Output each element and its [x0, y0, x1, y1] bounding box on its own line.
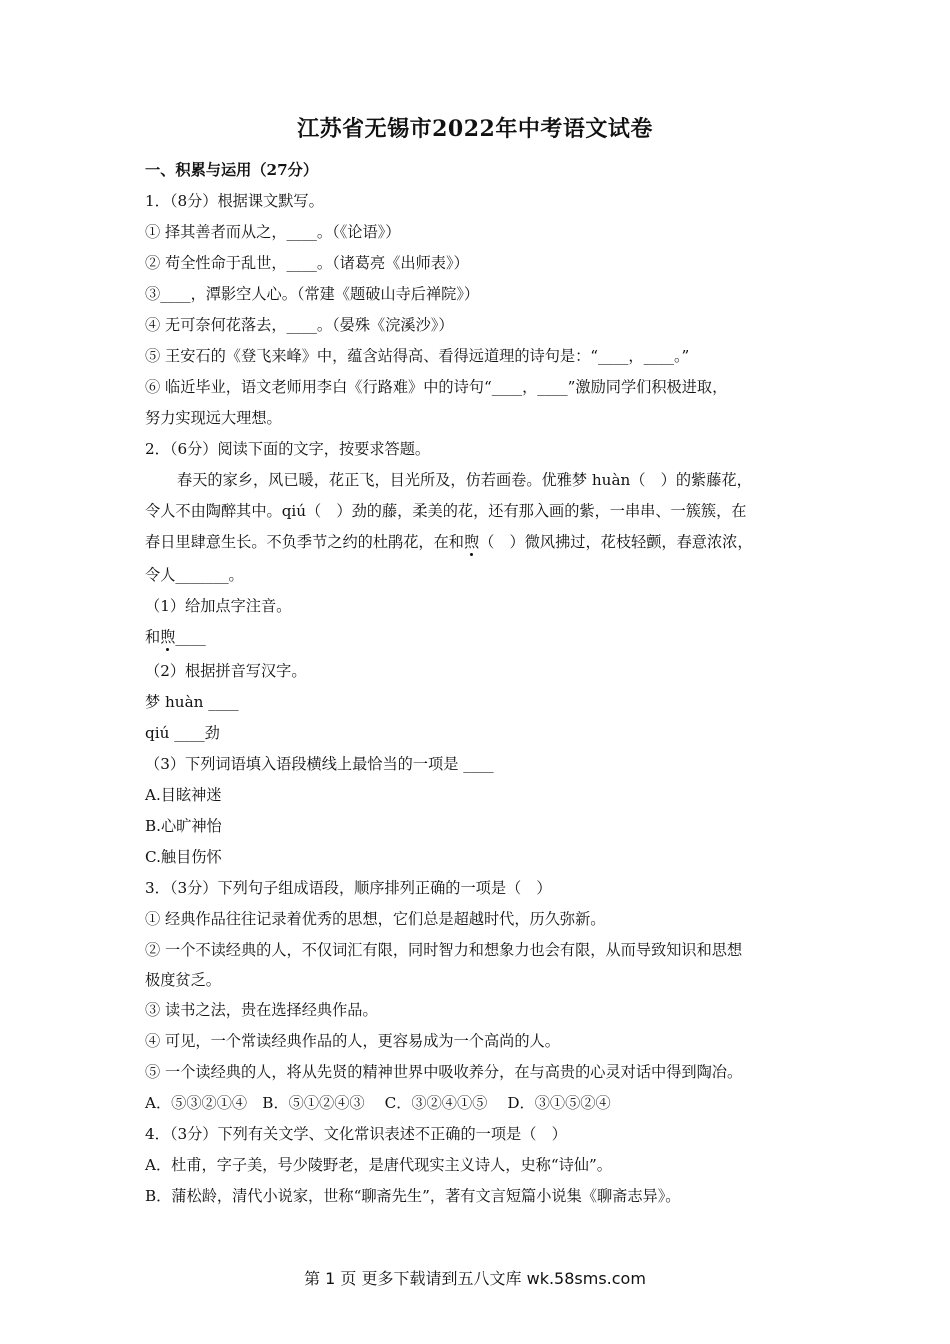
q2-part-1-answer	[145, 627, 835, 647]
q1-item-5: ⑤ 王安石的《登飞来峰》中，蕴含站得高、看得远道理的诗句是：“____，____。”	[145, 347, 690, 365]
q4-option-a: A．杜甫，字子美，号少陵野老，是唐代现实主义诗人，史称“诗仙”。	[145, 1156, 612, 1174]
option-c: C.触目伤怀	[145, 848, 222, 866]
q1-item-1: ① 择其善者而从之，____。（《论语》）	[145, 223, 401, 241]
q4-option-b: B．蒲松龄，清代小说家，世称“聊斋先生”，著有文言短篇小说集《聊斋志异》。	[145, 1187, 681, 1205]
q3-sentence-5: ⑤ 一个读经典的人，将从先贤的精神世界中吸收养分，在与高贵的心灵对话中得到陶冶。	[145, 1063, 743, 1081]
q2-part-2: （2）根据拼音写汉字。	[145, 662, 307, 680]
passage-line-1: 春天的家乡，风已暖，花正飞，目光所及，仿若画卷。优雅梦 huàn（ ）的紫藤花，	[177, 471, 752, 489]
question-4: 4．（3分）下列有关文学、文化常识表述不正确的一项是（ ）	[145, 1125, 567, 1143]
question-1: 1．（8分）根据课文默写。	[145, 192, 324, 210]
passage-line-2: 令人不由陶醉其中。qiú（ ）劲的藤，柔美的花，还有那入画的紫，一串串、一簇簇，在	[145, 502, 747, 520]
q1-item-3: ③____，潭影空人心。（常建《题破山寺后禅院》）	[145, 285, 480, 303]
q1-item-2: ② 苟全性命于乱世，____。（诸葛亮《出师表》）	[145, 254, 469, 272]
q3-options: A．⑤③②①④ B．⑤①②④③ C．③②④①⑤ D．③①⑤②④	[145, 1094, 611, 1112]
option-a: A.目眩神迷	[145, 786, 222, 804]
q1-item-6: ⑥ 临近毕业，语文老师用李白《行路难》中的诗句“____，____”激励同学们积极进取，	[145, 378, 728, 396]
q1-item-4: ④ 无可奈何花落去，____。（晏殊《浣溪沙》）	[145, 316, 454, 334]
q1-item-6-cont: 努力实现远大理想。	[145, 409, 282, 427]
page-title: 江苏省无锡市2022年中考语文试卷	[297, 116, 653, 142]
q3-sentence-3: ③ 读书之法，贵在选择经典作品。	[145, 1001, 378, 1019]
passage-line-3-after: （ ）微风拂过，花枝轻颤，春意浓浓，	[479, 533, 753, 551]
passage-line-3	[145, 532, 835, 552]
section-heading: 一、积累与运用（27分）	[145, 161, 319, 179]
question-3: 3．（3分）下列句子组成语段，顺序排列正确的一项是（ ）	[145, 879, 552, 897]
option-b: B.心旷神怡	[145, 817, 222, 835]
answer-blank: ____	[175, 628, 206, 646]
q2-part-3: （3）下列词语填入语段横线上最恰当的一项是 ____	[145, 755, 494, 773]
q2-part-2-item-2: qiú ____劲	[145, 724, 220, 742]
dotted-character-answer: 煦	[160, 628, 176, 646]
q2-part-1: （1）给加点字注音。	[145, 597, 292, 615]
q3-sentence-2-cont: 极度贫乏。	[145, 971, 221, 989]
passage-line-4: 令人_______。	[145, 566, 244, 584]
question-2: 2．（6分）阅读下面的文字，按要求答题。	[145, 440, 431, 458]
dotted-character: 煦	[463, 533, 480, 551]
q3-sentence-2: ② 一个不读经典的人，不仅词汇有限，同时智力和想象力也会有限，从而导致知识和思想	[145, 941, 743, 959]
q3-sentence-1: ① 经典作品往往记录着优秀的思想，它们总是超越时代，历久弥新。	[145, 910, 606, 928]
q3-sentence-4: ④ 可见，一个常读经典作品的人，更容易成为一个高尚的人。	[145, 1032, 560, 1050]
passage-line-3-before: 春日里肆意生长。不负季节之约的杜鹃花，在和	[145, 533, 464, 551]
page-footer: 第 1 页 更多下载请到五八文库 wk.58sms.com	[304, 1269, 646, 1288]
answer-prefix: 和	[145, 628, 161, 646]
q2-part-2-item-1: 梦 huàn ____	[145, 693, 239, 711]
